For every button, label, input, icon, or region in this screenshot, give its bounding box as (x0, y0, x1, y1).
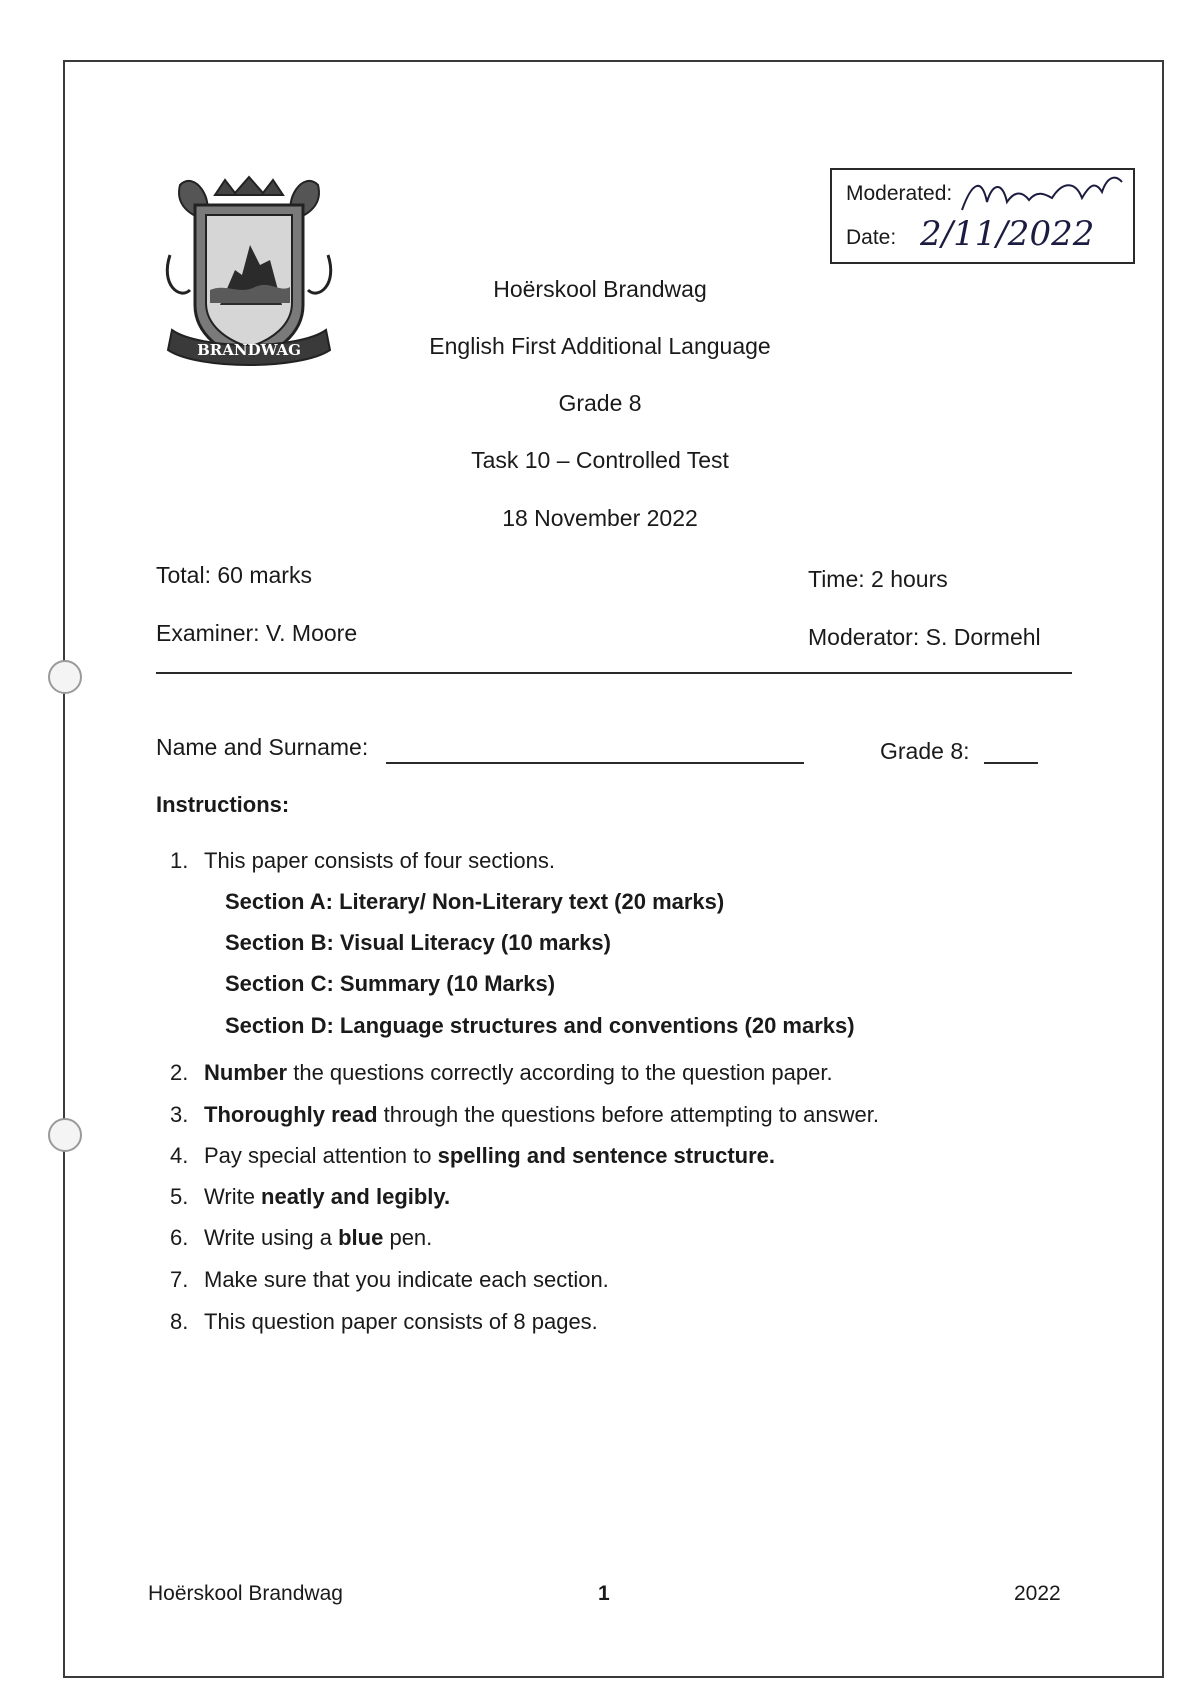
moderation-box (830, 168, 1135, 264)
instruction-number: 6. (170, 1225, 189, 1250)
instruction-text: Write (204, 1184, 262, 1209)
section-item: Section A: Literary/ Non-Literary text (20 marks) (225, 889, 725, 914)
instruction-number: 4. (170, 1143, 189, 1168)
grade-title: Grade 8 (558, 390, 642, 416)
instruction-text: blue (338, 1225, 384, 1250)
moderator: Moderator: S. Dormehl (808, 624, 1041, 650)
footer-year: 2022 (1014, 1582, 1061, 1605)
instruction-number: 5. (170, 1184, 189, 1209)
section-item: Section C: Summary (10 Marks) (225, 971, 556, 996)
instruction-item (170, 1267, 609, 1293)
instruction-item (170, 1143, 775, 1169)
name-label: Name and Surname: (156, 734, 369, 760)
instruction-text: This question paper consists of 8 pages. (204, 1309, 598, 1334)
time-allowed: Time: 2 hours (808, 566, 948, 592)
instruction-number: 3. (170, 1102, 189, 1127)
instruction-text: pen. (383, 1225, 433, 1250)
instruction-number: 8. (170, 1309, 189, 1334)
instruction-item (170, 1184, 450, 1210)
punch-hole-bottom (48, 1118, 82, 1152)
instruction-item (170, 1060, 833, 1086)
instruction-text: Number (204, 1060, 288, 1085)
instruction-number: 7. (170, 1267, 189, 1292)
crest-banner-text: BRANDWAG (197, 341, 301, 359)
instruction-text: Write using a (204, 1225, 339, 1250)
section-item: Section B: Visual Literacy (10 marks) (225, 930, 611, 955)
subject-title: English First Additional Language (429, 333, 771, 359)
task-title: Task 10 – Controlled Test (471, 447, 729, 473)
test-date: 18 November 2022 (502, 505, 698, 531)
moderation-date-value: 2/11/2022 (920, 214, 1095, 254)
instruction-item (170, 1225, 432, 1251)
grade-label: Grade 8: (880, 738, 970, 764)
instruction-number: 1. (170, 848, 189, 873)
moderated-label: Moderated: (846, 182, 953, 205)
date-label: Date: (846, 226, 897, 249)
moderator-signature (957, 172, 1127, 216)
section-item: Section D: Language structures and conventions (20 marks) (225, 1013, 855, 1038)
instruction-text: through the questions before attempting to answer. (377, 1102, 879, 1127)
instruction-text: neatly and legibly. (261, 1184, 451, 1209)
instruction-item (170, 1102, 879, 1128)
instruction-text: This paper consists of four sections. (204, 848, 555, 873)
instruction-text: Pay special attention to (204, 1143, 438, 1168)
instruction-text: Thoroughly read (204, 1102, 378, 1127)
school-name: Hoërskool Brandwag (493, 276, 707, 302)
instruction-text: spelling and sentence structure. (437, 1143, 776, 1168)
footer-school: Hoërskool Brandwag (148, 1582, 343, 1605)
instruction-item (170, 1309, 598, 1335)
grade-field[interactable] (984, 762, 1038, 764)
instruction-text: Make sure that you indicate each section. (204, 1267, 609, 1292)
instruction-item (170, 848, 555, 874)
examiner: Examiner: V. Moore (156, 620, 358, 646)
total-marks: Total: 60 marks (156, 562, 312, 588)
name-field[interactable] (386, 762, 804, 764)
divider (156, 672, 1072, 674)
page-number: 1 (598, 1582, 610, 1605)
instructions-heading: Instructions: (156, 792, 290, 817)
instruction-text: the questions correctly according to the question paper. (287, 1060, 833, 1085)
instruction-number: 2. (170, 1060, 189, 1085)
punch-hole-top (48, 660, 82, 694)
